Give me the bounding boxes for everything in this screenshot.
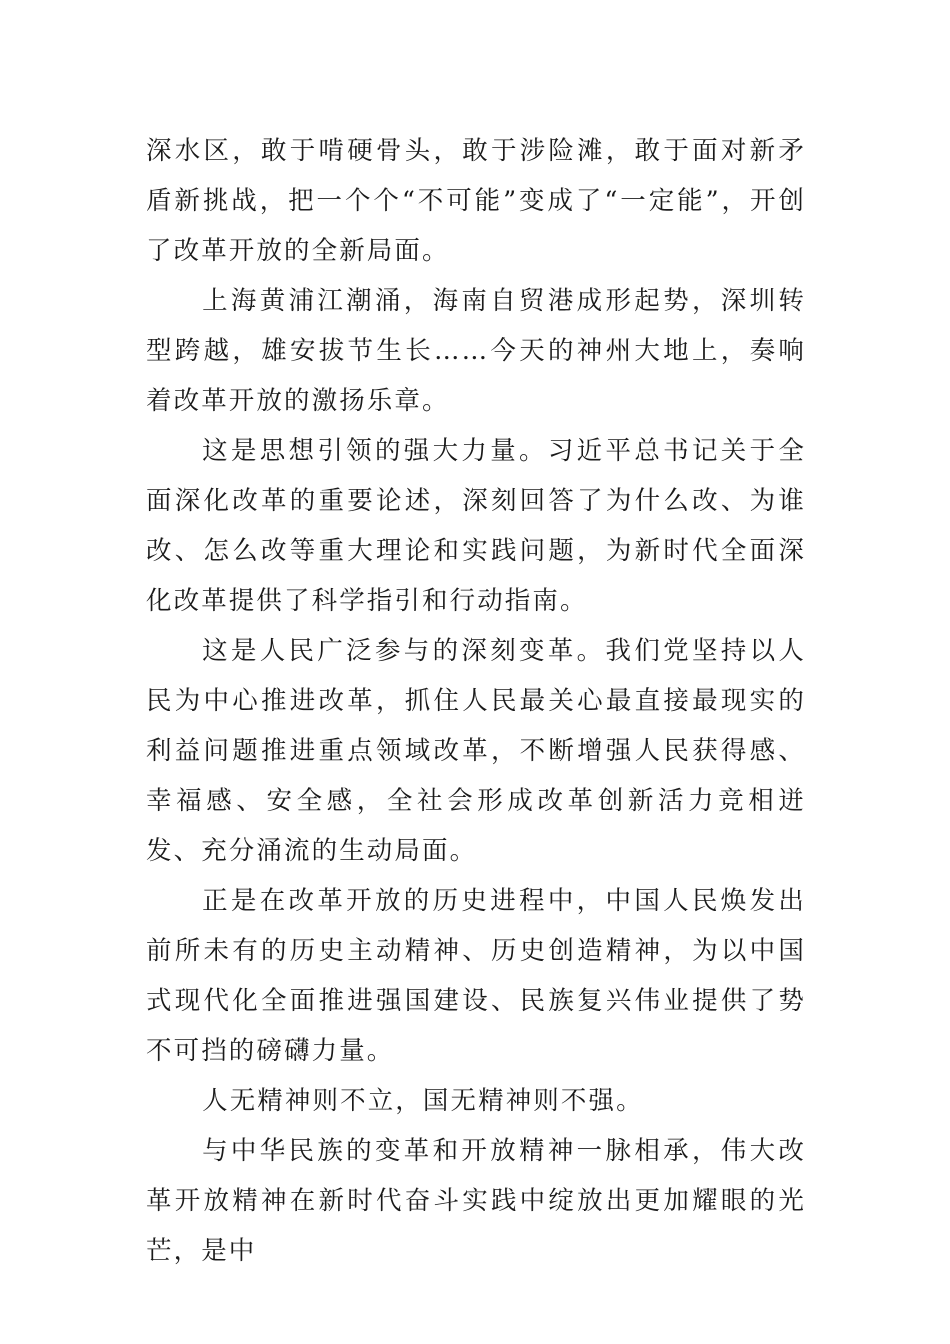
paragraph-1: 深水区，敢于啃硬骨头，敢于涉险滩，敢于面对新矛盾新挑战，把一个个“不可能”变成了“一定能”，开创了改革开放的全新局面。: [146, 136, 806, 266]
paragraph-7: 与中华民族的变革和开放精神一脉相承，伟大改革开放精神在新时代奋斗实践中绽放出更加耀眼的光芒，是中: [146, 1136, 806, 1266]
document-body: [146, 126, 806, 1276]
paragraph-5: 正是在改革开放的历史进程中，中国人民焕发出前所未有的历史主动精神、历史创造精神，为以中国式现代化全面推进强国建设、民族复兴伟业提供了势不可挡的磅礴力量。: [146, 886, 806, 1066]
paragraph-2: 上海黄浦江潮涌，海南自贸港成形起势，深圳转型跨越，雄安拔节生长……今天的神州大地上，奏响着改革开放的激扬乐章。: [146, 286, 806, 416]
paragraph-6: 人无精神则不立，国无精神则不强。: [202, 1086, 644, 1116]
paragraph-4: 这是人民广泛参与的深刻变革。我们党坚持以人民为中心推进改革，抓住人民最关心最直接最现实的利益问题推进重点领域改革，不断增强人民获得感、幸福感、安全感，全社会形成改革创新活力竞相迸发、充分涌流的生动局面。: [146, 636, 806, 866]
paragraph-3: 这是思想引领的强大力量。习近平总书记关于全面深化改革的重要论述，深刻回答了为什么改、为谁改、怎么改等重大理论和实践问题，为新时代全面深化改革提供了科学指引和行动指南。: [146, 436, 806, 616]
